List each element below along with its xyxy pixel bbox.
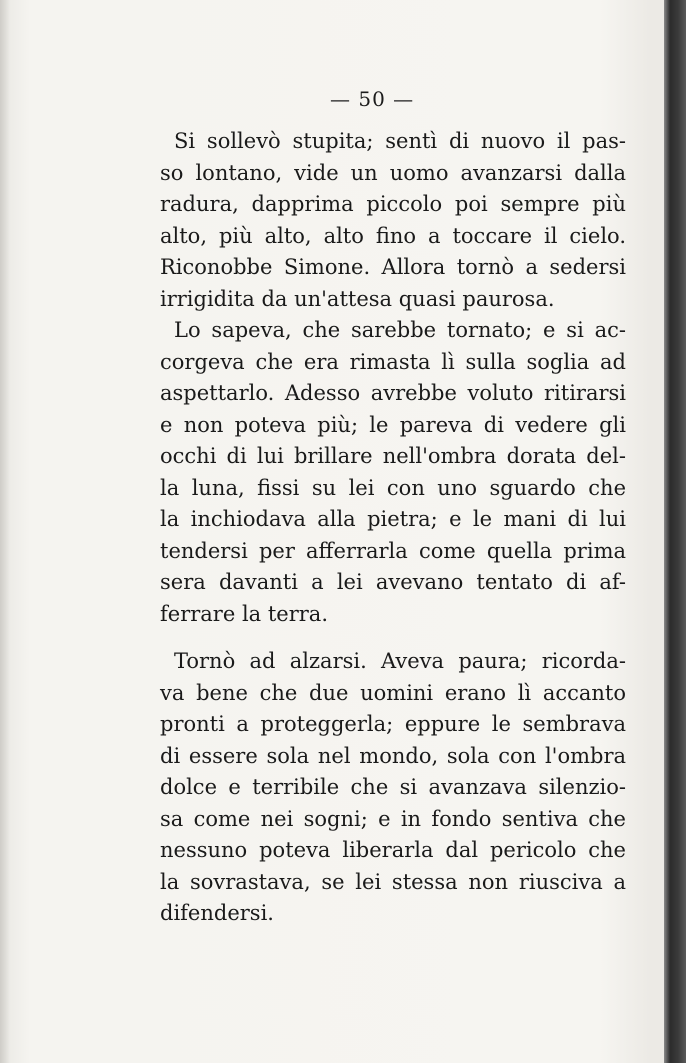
paragraph-line: dolce e terribile che si avanzava silenzio- <box>160 775 626 799</box>
paragraph-line: irrigidita da un'attesa quasi paurosa. <box>160 286 555 311</box>
paragraph-line: va bene che due uomini erano lì accanto <box>160 680 626 705</box>
paragraph-line: Riconobbe Simone. Allora tornò a sedersi <box>160 255 626 279</box>
paragraph-line: pronti a proteggerla; eppure le sembrava <box>160 712 626 736</box>
paragraph-line: sa come nei sogni; e in fondo sentiva che <box>160 806 626 831</box>
paragraph-line: so lontano, vide un uomo avanzarsi dalla <box>160 160 626 185</box>
paragraph-line: la inchiodava alla pietra; e le mani di lui <box>160 507 626 531</box>
paragraph-2 <box>160 315 626 630</box>
paragraph-line: Lo sapeva, che sarebbe tornato; e si ac- <box>174 318 626 342</box>
paragraph-1 <box>160 126 626 315</box>
paragraph-line: la luna, fissi su lei con uno sguardo che <box>160 475 626 500</box>
paragraph-line: aspettarlo. Adesso avrebbe voluto ritirarsi <box>160 381 626 405</box>
paragraph-line: tendersi per afferrarla come quella prima <box>160 538 626 563</box>
paragraph-3 <box>160 646 626 930</box>
paragraph-line: di essere sola nel mondo, sola con l'ombra <box>160 743 626 768</box>
paragraph-line: occhi di lui brillare nell'ombra dorata del- <box>160 444 626 468</box>
paragraph-line: Tornò ad alzarsi. Aveva paura; ricorda- <box>174 649 626 673</box>
paragraph-line: difendersi. <box>160 901 274 925</box>
paragraph-line: radura, dapprima piccolo poi sempre più <box>160 192 626 216</box>
page-gutter-shadow <box>0 0 10 1063</box>
paragraph-line: ferrare la terra. <box>160 601 328 626</box>
paragraph-line: e non poteva più; le pareva di vedere gli <box>160 412 626 437</box>
paragraph-line: alto, più alto, alto fino a toccare il cielo. <box>160 223 626 248</box>
paragraph-line: nessuno poteva liberarla dal pericolo che <box>160 838 626 862</box>
paragraph-line: la sovrastava, se lei stessa non riusciva a <box>160 869 626 894</box>
paragraph-line: Si sollevò stupita; sentì di nuovo il pas- <box>174 129 626 153</box>
paragraph-line: sera davanti a lei avevano tentato di af- <box>160 570 626 594</box>
page-number: — 50 — <box>330 87 415 111</box>
paragraph-line: corgeva che era rimasta lì sulla soglia ad <box>160 349 626 374</box>
page-binding-edge <box>664 0 686 1063</box>
